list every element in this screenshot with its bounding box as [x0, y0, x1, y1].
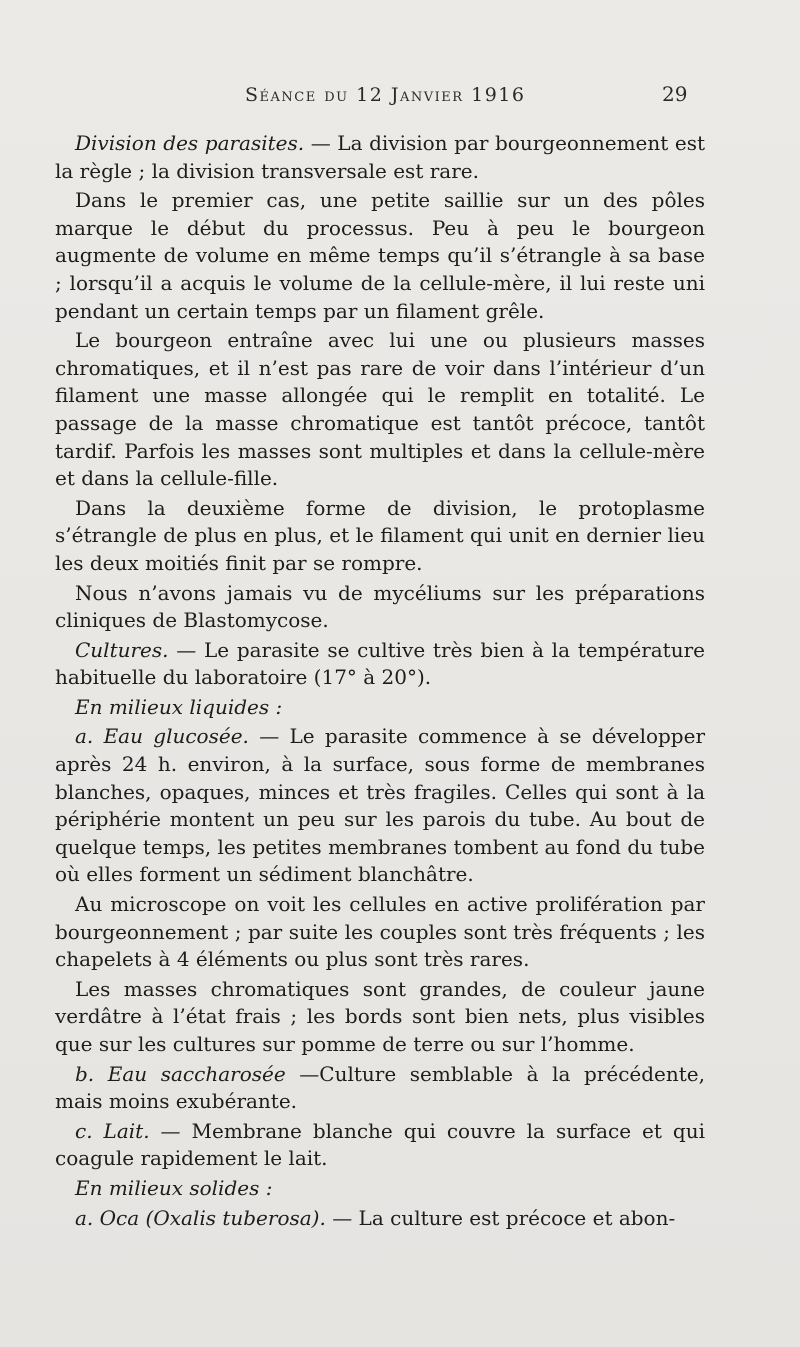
paragraph: [55, 130, 705, 185]
paragraph: [55, 1205, 705, 1233]
paragraph-text: Dans le premier cas, une petite saillie sur un des pôles marque le début du processus. Peu à peu le bourgeon augmente de volume en même temps qu’il s’étrangle à sa base ; lorsqu’il a acquis le volume de la cellule-mère, il lui reste uni pendant un certain temps par un filament grêle.: [55, 188, 705, 323]
page-number: 29: [662, 82, 688, 106]
paragraph-text: Au microscope on voit les cellules en active prolifération par bourgeonnement ; par suite les couples sont très fréquents ; les chapelets à 4 éléments ou plus sont très rares.: [55, 892, 705, 972]
paragraph-text: — Membrane blanche qui couvre la surface et qui coagule rapidement le lait.: [55, 1118, 705, 1171]
paragraph: [55, 1118, 705, 1173]
page-header: [0, 84, 800, 110]
paragraph-text: — La culture est précoce et abon-: [325, 1205, 676, 1230]
paragraph-lead: Cultures.: [75, 637, 169, 662]
paragraph: [55, 495, 705, 578]
paragraph-text: Dans la deuxième forme de division, le protoplasme s’étrangle de plus en plus, et le filament qui unit en dernier lieu les deux moitiés finit par se rompre.: [55, 495, 705, 575]
paragraph: [55, 976, 705, 1059]
paragraph-lead: b. Eau saccharosée: [75, 1061, 286, 1086]
body-text: [55, 130, 705, 1234]
paragraph-lead: a. Oca (Oxalis tuberosa).: [75, 1205, 326, 1230]
paragraph: [55, 723, 705, 889]
paragraph: [55, 187, 705, 325]
paragraph-lead: a. Eau glucosée.: [75, 724, 249, 749]
paragraph-lead: Division des parasites.: [75, 131, 305, 155]
paragraph: [55, 327, 705, 493]
paragraph-text: — Le parasite se cultive très bien à la température habituelle du laboratoire (17° à 20°).: [55, 637, 705, 690]
paragraph-text: Les masses chromatiques sont grandes, de couleur jaune verdâtre à l’état frais ; les bords sont bien nets, plus visibles que sur les cultures sur pomme de terre ou sur l’homme.: [55, 976, 705, 1056]
section-heading: [55, 694, 705, 722]
paragraph: [55, 580, 705, 635]
paragraph-lead: En milieux solides :: [75, 1175, 273, 1200]
paragraph-text: — Le parasite commence à se développer après 24 h. environ, à la surface, sous forme de membranes blanches, opaques, minces et très fragiles. Celles qui sont à la périphérie montent un peu sur les parois du tube. Au bout de quelque temps, les petites membranes tombent au fond du tube où elles forment un sédiment blanchâtre.: [55, 724, 706, 887]
paragraph: [55, 891, 705, 974]
paragraph-text: Nous n’avons jamais vu de mycéliums sur les préparations cliniques de Blastomycose.: [55, 580, 705, 633]
paragraph: [55, 637, 705, 692]
paragraph-text: — La division par bourgeonnement est la règle ; la division transversale est rare.: [55, 131, 705, 183]
paragraph-text: —Culture semblable à la précédente, mais moins exubérante.: [55, 1061, 705, 1114]
paragraph-lead: c. Lait.: [75, 1118, 150, 1143]
paragraph-text: Le bourgeon entraîne avec lui une ou plusieurs masses chromatiques, et il n’est pas rare de voir dans l’intérieur d’un filament une masse allongée qui le remplit en totalité. Le passage de la masse chromatique est tantôt précoce, tantôt tardif. Parfois les masses sont multiples et dans la cellule-mère et dans la cellule-fille.: [55, 328, 705, 491]
paragraph-lead: En milieux liquides :: [75, 694, 283, 719]
running-head: Séance du 12 Janvier 1916: [245, 84, 526, 106]
paragraph: [55, 1061, 705, 1116]
section-heading: [55, 1175, 705, 1203]
